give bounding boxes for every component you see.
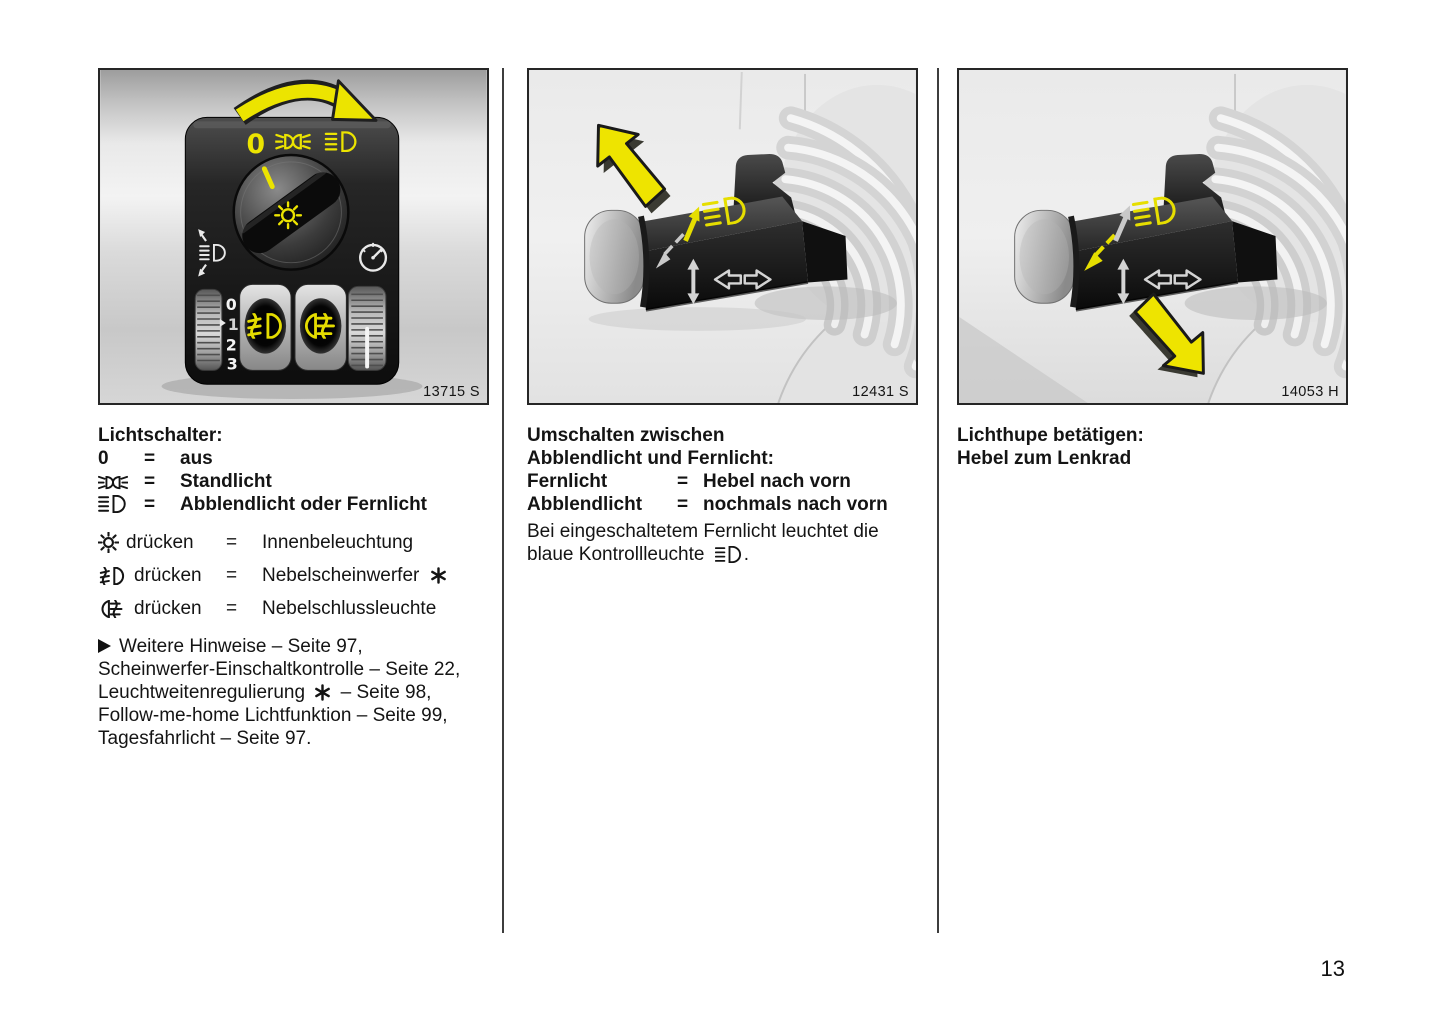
- press-term: drücken: [126, 532, 194, 553]
- legend-row: [98, 493, 500, 516]
- rear-fog-button: [295, 284, 346, 370]
- legend-value: Abblendlicht oder Fernlicht: [180, 494, 428, 515]
- note-line: Tagesfahrlicht – Seite 97.: [98, 728, 312, 749]
- equals-sign: =: [226, 565, 238, 586]
- press-term: drücken: [134, 565, 202, 586]
- rotary-knob: [234, 155, 349, 270]
- column-divider: [502, 68, 504, 933]
- stalk-flash-illustration: [959, 70, 1346, 403]
- equals-sign: =: [144, 448, 156, 469]
- press-row: [98, 559, 500, 592]
- page-number: 13: [1320, 956, 1345, 981]
- leveling-thumbwheel: [195, 289, 222, 370]
- front-fog-button: [240, 284, 291, 370]
- press-term: drücken: [134, 598, 202, 619]
- note-line: Scheinwerfer-Einschaltkontrolle – Seite 22,: [98, 659, 461, 680]
- column-divider: [937, 68, 939, 933]
- definition-row: [527, 470, 929, 493]
- press-value: Nebelschlussleuchte: [262, 598, 437, 619]
- low-beam-icon: [98, 495, 129, 513]
- illumination-thumbwheel: [348, 286, 386, 370]
- definition-value: Hebel nach vorn: [703, 471, 851, 492]
- stalk-forward-illustration: [529, 70, 916, 403]
- equals-sign: =: [677, 494, 689, 515]
- column-light-switch-text: [98, 424, 500, 750]
- note-line: Leuchtweitenregulierung – Seite 98,: [98, 682, 432, 703]
- press-value: Nebelscheinwerfer: [262, 564, 500, 587]
- rear-fog-icon: [98, 600, 127, 618]
- figure-beam-switch-stalk: [527, 68, 918, 405]
- front-fog-icon: [98, 567, 127, 585]
- figure-code: 12431 S: [852, 384, 909, 400]
- leveling-number: 2: [225, 335, 237, 355]
- legend-value: aus: [180, 448, 213, 469]
- leveling-number: 3: [226, 354, 238, 374]
- press-row: [98, 526, 500, 559]
- parking-light-icon: [98, 475, 128, 490]
- equals-sign: =: [226, 532, 238, 553]
- low-beam-icon: [715, 546, 744, 563]
- dial-position-off-label: 0: [246, 129, 266, 161]
- section-heading: Lichthupe betätigen:: [957, 425, 1144, 446]
- section-heading: Hebel zum Lenkrad: [957, 448, 1132, 469]
- column-flash-text: [957, 424, 1359, 470]
- press-value: Innenbeleuchtung: [262, 532, 414, 553]
- definition-term: Fernlicht: [527, 471, 608, 492]
- equals-sign: =: [144, 494, 156, 515]
- note-line: Follow-me-home Lichtfunktion – Seite 99,: [98, 705, 448, 726]
- column-beam-switch-text: [527, 424, 929, 566]
- legend-value: Standlicht: [180, 471, 272, 492]
- legend-row: [98, 447, 500, 470]
- interior-light-icon: [98, 532, 119, 553]
- cross-reference-notes: [98, 635, 500, 750]
- definition-row: [527, 493, 929, 516]
- section-heading: Umschalten zwischen: [527, 425, 725, 446]
- figure-code: 14053 H: [1281, 384, 1339, 400]
- figure-flash-stalk: [957, 68, 1348, 405]
- leveling-number: 1: [227, 314, 239, 334]
- light-switch-illustration: [100, 70, 487, 403]
- definition-value: nochmals nach vorn: [703, 494, 888, 515]
- option-star-icon: [314, 684, 331, 701]
- leveling-number: 0: [225, 295, 237, 315]
- legend-term: 0: [98, 448, 109, 469]
- equals-sign: =: [226, 598, 238, 619]
- definition-term: Abblendlicht: [527, 494, 643, 515]
- option-star-icon: [430, 567, 447, 584]
- figure-code: 13715 S: [423, 384, 480, 400]
- equals-sign: =: [144, 471, 156, 492]
- triangle-right-icon: [98, 639, 111, 653]
- figure-light-switch: [98, 68, 489, 405]
- equals-sign: =: [677, 471, 689, 492]
- body-text: Bei eingeschaltetem Fernlicht leuchtet die blaue Kontrollleuchte .: [527, 521, 879, 565]
- section-heading: Lichtschalter:: [98, 425, 223, 446]
- legend-row: [98, 470, 500, 493]
- note-line: Weitere Hinweise – Seite 97,: [98, 635, 500, 658]
- section-heading: Abblendlicht und Fernlicht:: [527, 448, 774, 469]
- press-row: [98, 592, 500, 625]
